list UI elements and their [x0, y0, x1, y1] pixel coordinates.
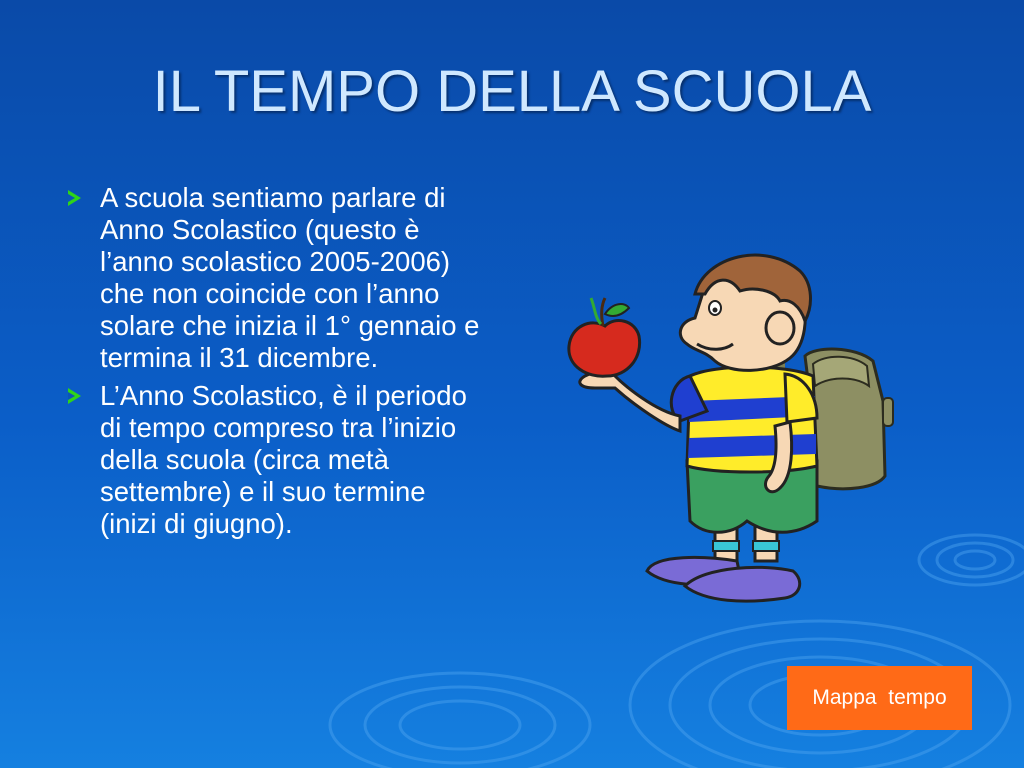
- schoolboy-with-apple-illustration: [555, 236, 900, 606]
- bullet-arrow-icon: [68, 388, 81, 404]
- bullet-item: [62, 182, 482, 374]
- bullet-text: A scuola sentiamo parlare di Anno Scolastico (questo è l’anno scolastico 2005-2006) che non coincide con l’anno solare che inizia il 1° gennaio e termina il 31 dicembre.: [100, 182, 480, 373]
- bullet-item: [62, 380, 482, 540]
- bullet-list: [62, 182, 482, 546]
- bullet-text: L’Anno Scolastico, è il periodo di tempo compreso tra l’inizio della scuola (circa metà settembre) e il suo termine (inizi di giugno).: [100, 380, 467, 539]
- bullet-arrow-icon: [68, 190, 81, 206]
- mappa-tempo-button[interactable]: Mappa tempo: [787, 666, 972, 730]
- apple-icon: [569, 298, 640, 376]
- slide-title: IL TEMPO DELLA SCUOLA: [152, 59, 872, 124]
